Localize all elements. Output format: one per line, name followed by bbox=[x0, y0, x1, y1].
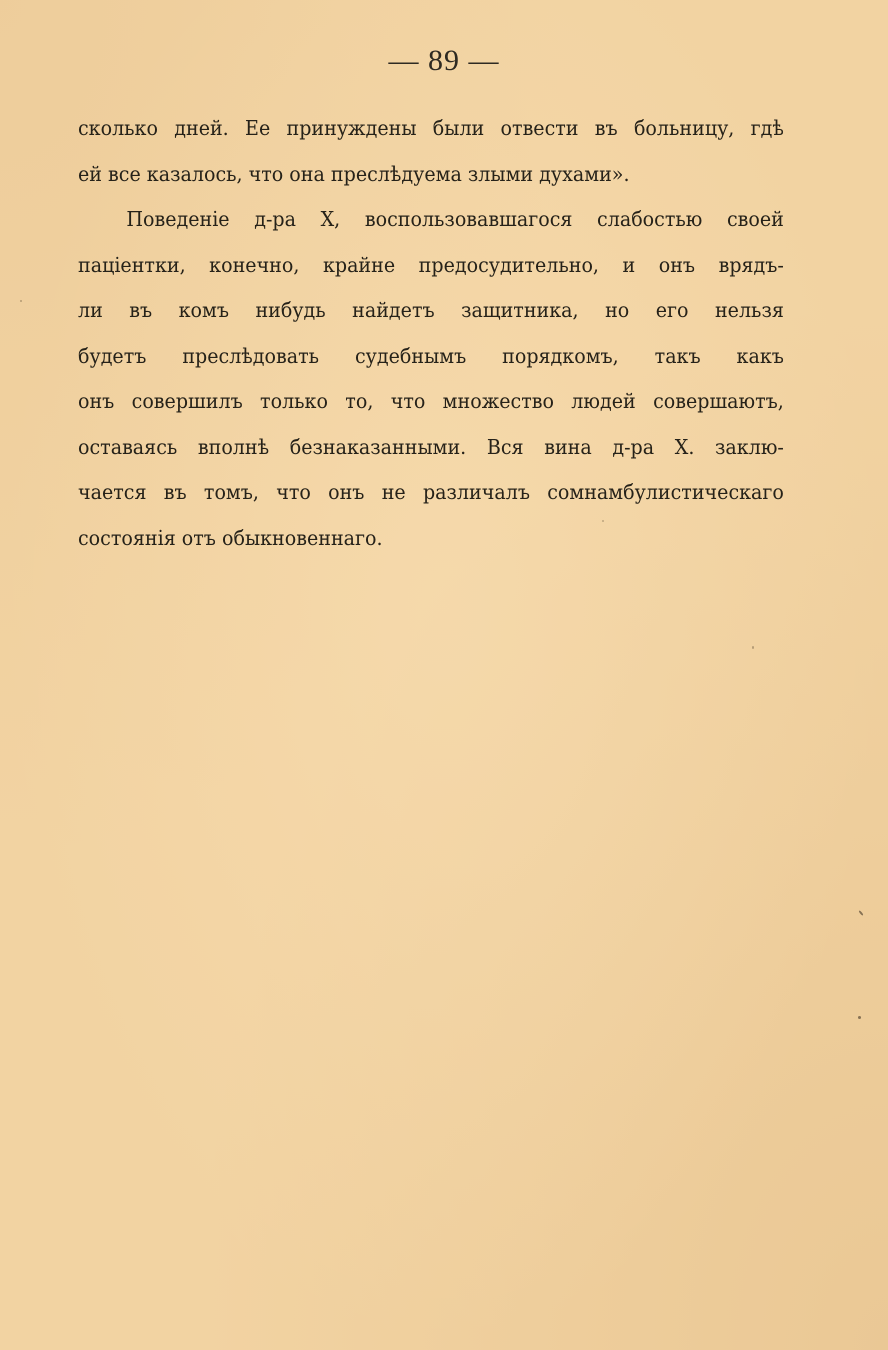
paper-speck bbox=[20, 300, 22, 302]
text-line: Поведеніе д-ра X, воспользовавшагося слабостью своей bbox=[126, 207, 784, 231]
text-line: оставаясь вполнѣ безнаказанными. Вся вина д-ра X. заклю- bbox=[78, 434, 784, 459]
paragraph-2 bbox=[78, 197, 784, 561]
text-line: паціентки, конечно, крайне предосудительно, и онъ врядъ- bbox=[78, 252, 784, 277]
text-line: состоянія отъ обыкновеннаго. bbox=[78, 525, 383, 550]
text-line: будетъ преслѣдовать судебнымъ порядкомъ, такъ какъ bbox=[78, 343, 784, 368]
text-line: ли въ комъ нибудь найдетъ защитника, но его нельзя bbox=[78, 298, 784, 322]
text-line: ей все казалось, что она преслѣдуема злыми духами». bbox=[78, 161, 630, 186]
paper-speck bbox=[752, 646, 754, 649]
text-line: сколько дней. Ее принуждены были отвести въ больницу, гдѣ bbox=[78, 116, 784, 140]
text-line: онъ совершилъ только то, что множество людей совершаютъ, bbox=[78, 389, 784, 413]
body-text bbox=[78, 106, 784, 561]
paper-speck bbox=[858, 910, 863, 916]
paragraph-1 bbox=[78, 106, 784, 197]
text-line: чается въ томъ, что онъ не различалъ сомнамбулистическаго bbox=[78, 480, 784, 504]
paper-speck bbox=[858, 1016, 861, 1019]
page-number: — 89 — bbox=[388, 44, 500, 77]
paper-speck bbox=[602, 520, 604, 522]
